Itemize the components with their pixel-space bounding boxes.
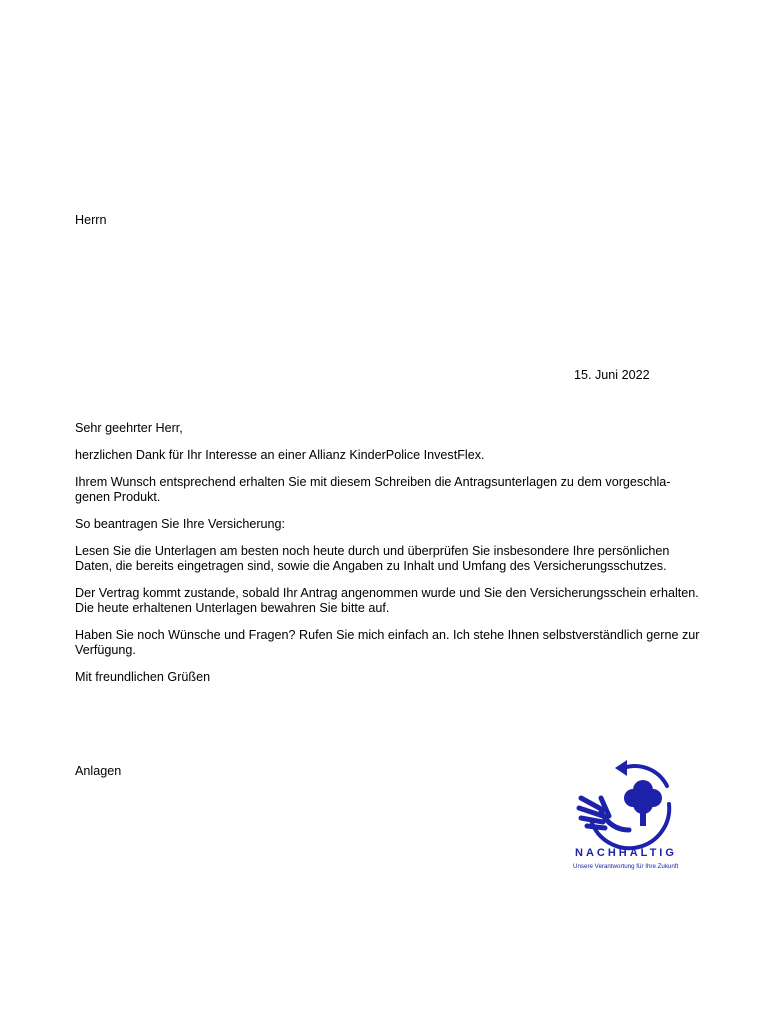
paragraph-review: Lesen Sie die Unterlagen am besten noch heute durch und überprüfen Sie insbesondere Ihre persönlichen Daten, die bereits eingetragen sind, sowie die Angaben zu Inhalt und Umfang des Versicherungsschutzes. (75, 544, 670, 573)
logo-title: NACHHALTIG (575, 847, 677, 859)
closing: Mit freundlichen Grüßen (75, 670, 211, 684)
paragraph-contract: Der Vertrag kommt zustande, sobald Ihr Antrag angenommen wurde und Sie den Versicherungsschein erhalten. Die heute erhaltenen Unterlagen bewahren Sie bitte auf. (75, 586, 699, 615)
paragraph-how-to-apply: So beantragen Sie Ihre Versicherung: (75, 517, 286, 531)
logo-tagline: Unsere Verantwortung für Ihre Zukunft (573, 863, 679, 870)
letter-body (75, 421, 700, 697)
attachments-label: Anlagen (75, 764, 122, 778)
addressee-line: Herrn (75, 213, 107, 227)
hand-tree-cycle-icon (571, 758, 691, 870)
letter-date: 15. Juni 2022 (574, 368, 650, 382)
salutation: Sehr geehrter Herr, (75, 421, 183, 435)
sustainability-logo (571, 758, 691, 870)
paragraph-thanks: herzlichen Dank für Ihr Interesse an einer Allianz KinderPolice InvestFlex. (75, 448, 485, 462)
paragraph-documents: Ihrem Wunsch entsprechend erhalten Sie mit diesem Schreiben die Antragsunterlagen zu dem vorgeschla-genen Produkt. (75, 475, 671, 504)
paragraph-questions: Haben Sie noch Wünsche und Fragen? Rufen Sie mich einfach an. Ich stehe Ihnen selbstverständlich gerne zur Verfügung. (75, 628, 700, 657)
